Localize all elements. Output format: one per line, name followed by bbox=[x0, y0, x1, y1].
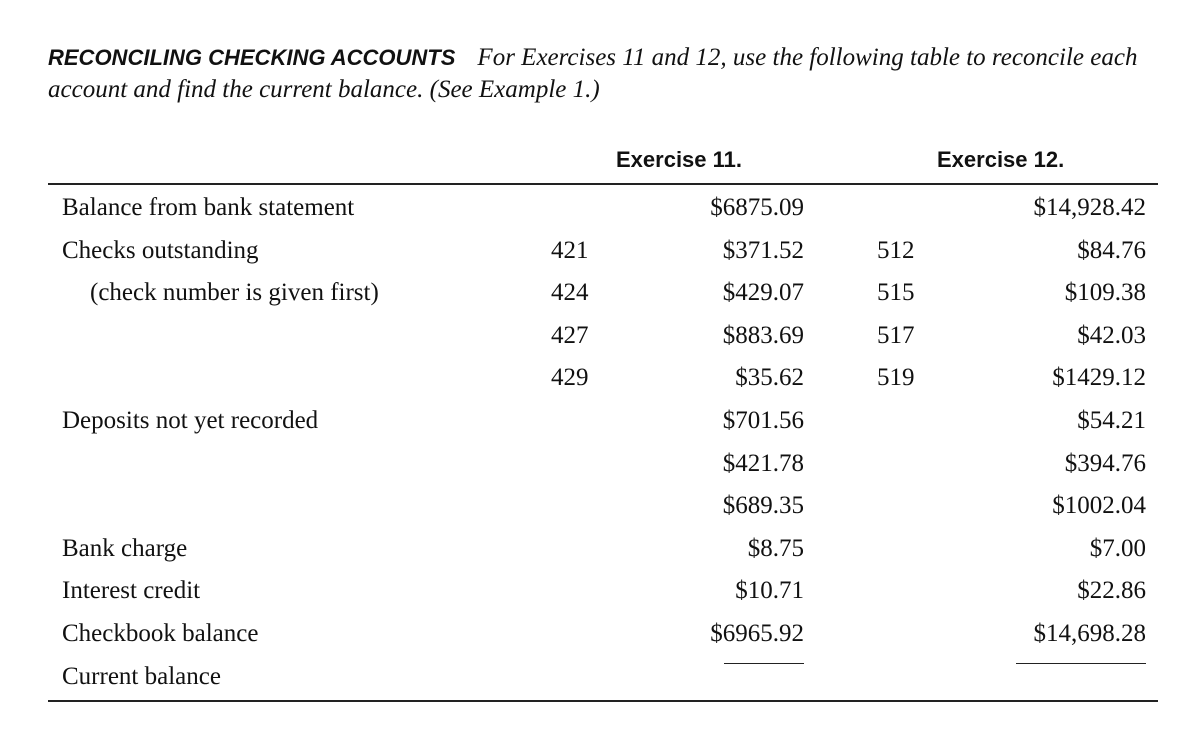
amount-ex11: $8.75 bbox=[747, 534, 804, 562]
table-row bbox=[48, 611, 1158, 654]
header-exercise-12: Exercise 12. bbox=[937, 147, 1065, 172]
amount-ex11: $701.56 bbox=[722, 406, 804, 434]
answer-blank-ex12 bbox=[1016, 663, 1146, 664]
instructions-text: For Exercises 11 and 12, use the following table to reconcile each account and find the current balance. (See Example 1.) bbox=[48, 44, 1138, 103]
section-heading: RECONCILING CHECKING ACCOUNTS bbox=[48, 45, 456, 70]
amount-ex12: $1002.04 bbox=[1052, 492, 1146, 520]
row-label: Checks outstanding bbox=[62, 236, 259, 264]
check-number-ex11: 427 bbox=[551, 321, 589, 349]
check-number-ex11: 429 bbox=[551, 364, 589, 392]
reconciliation-table bbox=[48, 145, 1158, 702]
check-number-ex12: 519 bbox=[877, 364, 915, 392]
header-exercise-11: Exercise 11. bbox=[616, 147, 743, 172]
row-label: Deposits not yet recorded bbox=[62, 406, 319, 434]
amount-ex12: $54.21 bbox=[1077, 406, 1146, 434]
table-bottom-rule bbox=[48, 700, 1158, 702]
amount-ex12: $1429.12 bbox=[1052, 364, 1146, 392]
table-row bbox=[48, 441, 1158, 484]
check-number-ex11: 424 bbox=[551, 279, 589, 307]
amount-ex11: $689.35 bbox=[722, 492, 804, 520]
table-row bbox=[48, 654, 1158, 697]
amount-ex11: $883.69 bbox=[722, 321, 804, 349]
amount-ex12: $109.38 bbox=[1064, 279, 1146, 307]
amount-ex12: $42.03 bbox=[1077, 321, 1146, 349]
table-header bbox=[48, 145, 1158, 185]
exercise-instructions bbox=[48, 42, 1158, 106]
amount-ex11: $421.78 bbox=[722, 449, 804, 477]
amount-ex12: $14,698.28 bbox=[1033, 619, 1146, 647]
amount-ex11: $35.62 bbox=[735, 364, 804, 392]
table-row bbox=[48, 568, 1158, 611]
row-label: Bank charge bbox=[62, 534, 188, 562]
table-row bbox=[48, 228, 1158, 271]
table-row bbox=[48, 483, 1158, 526]
table-row bbox=[48, 526, 1158, 569]
amount-ex12: $14,928.42 bbox=[1033, 194, 1146, 221]
amount-ex11: $10.71 bbox=[735, 577, 804, 605]
row-label: Checkbook balance bbox=[62, 619, 259, 647]
check-number-ex12: 512 bbox=[877, 236, 915, 264]
table-row bbox=[48, 270, 1158, 313]
amount-ex11: $429.07 bbox=[722, 279, 804, 307]
check-number-ex11: 421 bbox=[551, 236, 589, 264]
amount-ex11: $6965.92 bbox=[710, 619, 804, 647]
table-row bbox=[48, 313, 1158, 356]
table-row bbox=[48, 185, 1158, 228]
amount-ex12: $22.86 bbox=[1077, 577, 1146, 605]
amount-ex12: $7.00 bbox=[1089, 534, 1146, 562]
table-row bbox=[48, 355, 1158, 398]
amount-ex11: $371.52 bbox=[722, 236, 804, 264]
check-number-ex12: 517 bbox=[877, 321, 915, 349]
row-label: Current balance bbox=[62, 662, 221, 690]
row-label: Interest credit bbox=[62, 577, 201, 605]
row-label: (check number is given first) bbox=[90, 279, 379, 307]
check-number-ex12: 515 bbox=[877, 279, 915, 307]
amount-ex12: $84.76 bbox=[1077, 236, 1146, 264]
row-label: Balance from bank statement bbox=[62, 194, 355, 221]
table-row bbox=[48, 398, 1158, 441]
answer-blank-ex11 bbox=[724, 663, 804, 664]
amount-ex12: $394.76 bbox=[1064, 449, 1146, 477]
amount-ex11: $6875.09 bbox=[710, 194, 804, 221]
